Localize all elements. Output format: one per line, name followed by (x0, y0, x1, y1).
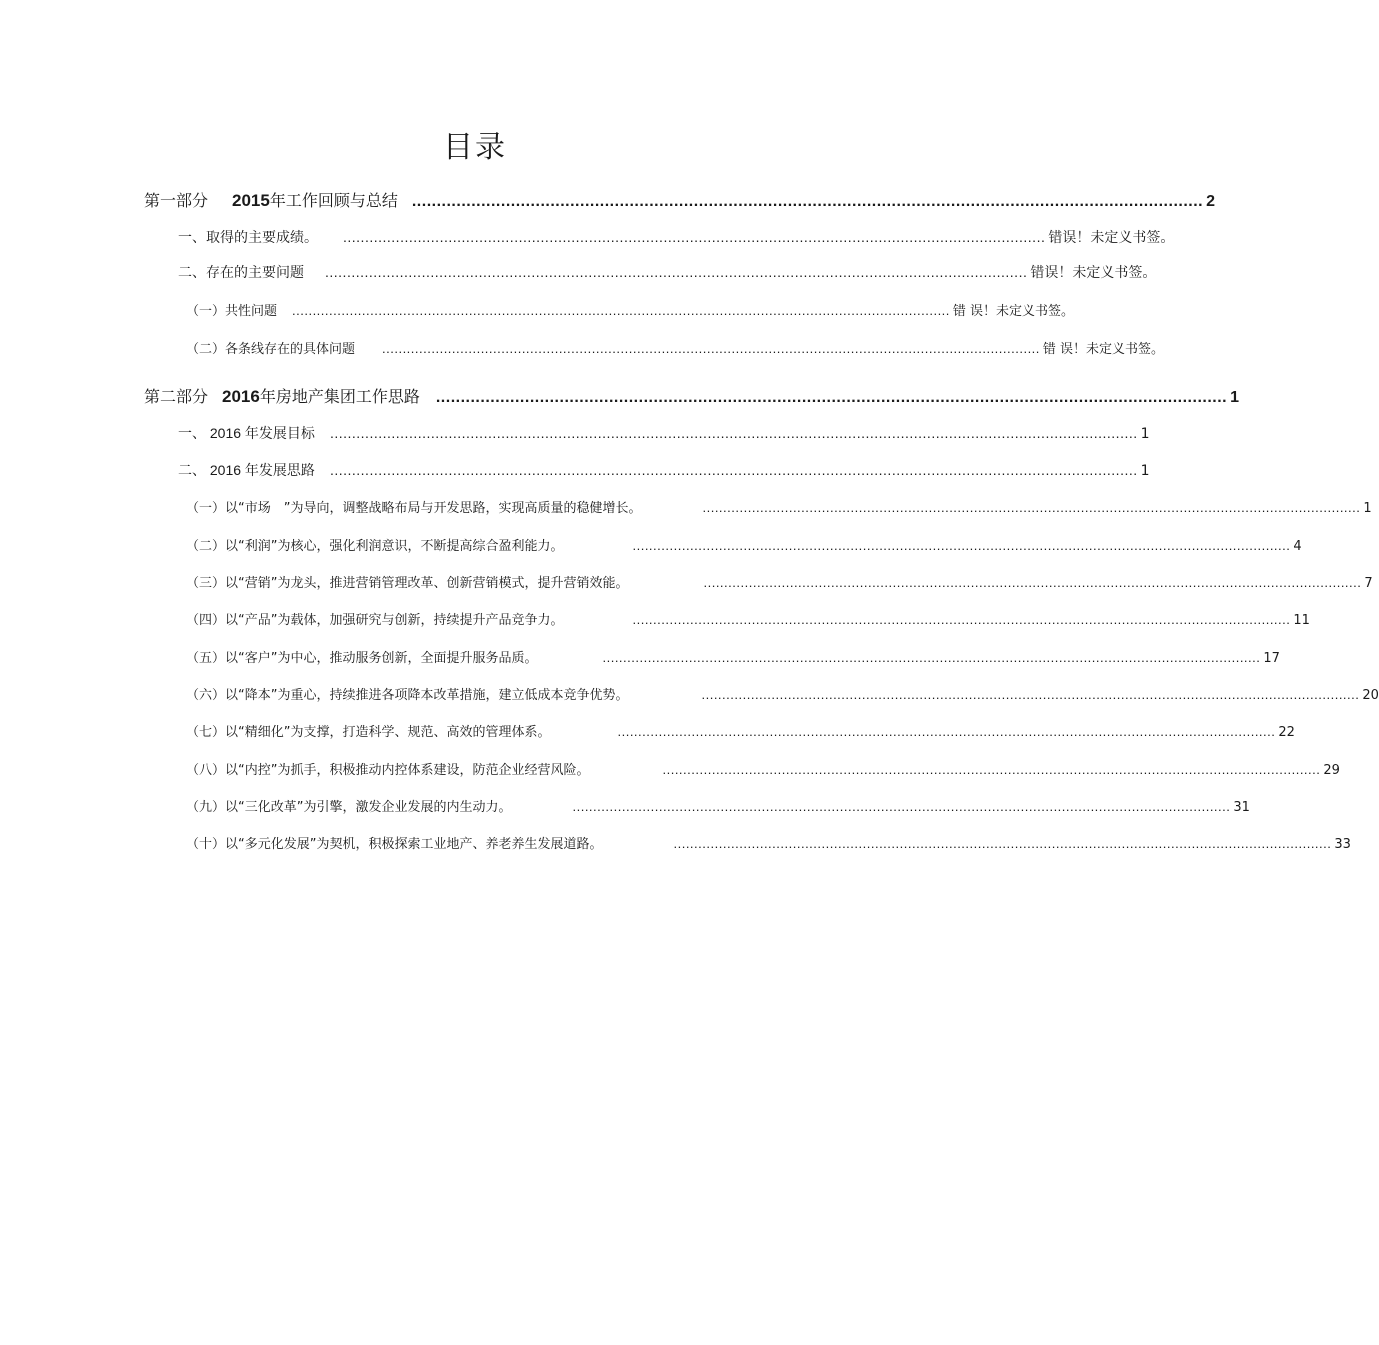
toc-entry[interactable] (186, 497, 1372, 517)
toc-leader-dots: ................................................................................................................................................................ (572, 799, 1231, 814)
toc-entry-label: （六）以“降本”为重心，持续推进各项降本改革措施，建立低成本竞争优势。 (186, 688, 629, 703)
toc-page-number: 11 (1293, 613, 1310, 628)
toc-entry[interactable] (186, 684, 1379, 704)
toc-entry-label: （四）以“产品”为载体，加强研究与创新，持续提升产品竞争力。 (186, 613, 564, 628)
toc-leader-dots: ........................................................................................................................................................................................ (329, 425, 1138, 441)
toc-entry-part1[interactable] (144, 188, 1216, 210)
toc-leader-dots: ................................................................................................................................................................ (702, 500, 1361, 515)
toc-leader-dots: ................................................................................................................................................................ (662, 762, 1321, 777)
toc-entry-label: 一、 2016 年发展目标 (178, 425, 315, 441)
toc-entry-label: （一）以“市场 ”为导向，调整战略布局与开发思路，实现高质量的稳健增长。 (186, 501, 642, 516)
toc-page-number: 33 (1334, 837, 1351, 852)
toc-entry[interactable] (186, 721, 1295, 741)
toc-page-number: 4 (1293, 539, 1302, 554)
toc-entry-label: （九）以“三化改革”为引擎，激发企业发展的内生动力。 (186, 800, 512, 815)
toc-entry[interactable] (186, 833, 1351, 853)
toc-page-number: 1 (1230, 389, 1240, 406)
toc-leader-dots: ................................................................................................................................................................ (325, 264, 1028, 280)
toc-leader-dots: ................................................................................................................................................................ (701, 687, 1360, 702)
toc-entry-label: （三）以“营销”为龙头，推进营销管理改革、创新营销模式，提升营销效能。 (186, 576, 629, 591)
toc-page-number: 1 (1363, 501, 1372, 516)
toc-page-number: 31 (1233, 800, 1250, 815)
toc-entry-label: 第二部分 2016年房地产集团工作思路 (144, 387, 420, 406)
toc-entry[interactable] (186, 338, 1165, 358)
toc-leader-dots: ................................................................................................................................................................ (435, 389, 1228, 406)
toc-entry[interactable] (186, 647, 1280, 667)
toc-entry-label: （七）以“精细化”为支撑，打造科学、规范、高效的管理体系。 (186, 725, 551, 740)
toc-page-number: 22 (1278, 725, 1295, 740)
toc-page-number: 7 (1364, 576, 1373, 591)
toc-leader-dots: ................................................................................................................................................................ (292, 303, 950, 318)
toc-page-number: 错误！未定义书签。 (1048, 230, 1175, 246)
toc-page-number: 29 (1323, 763, 1340, 778)
toc-entry-label: （二）以“利润”为核心，强化利润意识，不断提高综合盈利能力。 (186, 539, 564, 554)
toc-page-number: 错 误！未定义书签。 (1042, 342, 1165, 357)
toc-page-number: 1 (1140, 426, 1150, 442)
toc-page-number: 1 (1140, 463, 1150, 479)
toc-entry-label: 二、存在的主要问题 (178, 265, 304, 281)
toc-entry-label: （八）以“内控”为抓手，积极推动内控体系建设，防范企业经营风险。 (186, 763, 590, 778)
toc-entry[interactable] (186, 300, 1075, 320)
toc-entry-label: （五）以“客户”为中心，推动服务创新，全面提升服务品质。 (186, 651, 538, 666)
toc-entry[interactable] (186, 535, 1302, 555)
toc-leader-dots: ........................................................................................................................................................................................ (329, 462, 1138, 478)
toc-leader-dots: ................................................................................................................................................................ (703, 575, 1362, 590)
toc-page-number: 20 (1362, 688, 1379, 703)
toc-entry[interactable] (178, 227, 1175, 247)
toc-leader-dots: ................................................................................................................................................................ (602, 650, 1261, 665)
toc-leader-dots: ................................................................................................................................................................ (411, 193, 1204, 210)
toc-page-number: 2 (1206, 193, 1216, 210)
toc-leader-dots: ................................................................................................................................................................ (382, 341, 1040, 356)
toc-page-number: 17 (1263, 651, 1280, 666)
toc-entry-label: 第一部分 2015年工作回顾与总结 (144, 191, 398, 210)
toc-entry[interactable] (186, 796, 1250, 816)
toc-leader-dots: ................................................................................................................................................................ (617, 724, 1276, 739)
toc-page-number: 错误！未定义书签。 (1030, 265, 1157, 281)
toc-entry[interactable] (186, 759, 1340, 779)
toc-entry-label: 一、取得的主要成绩。 (178, 230, 318, 246)
toc-entry[interactable] (178, 423, 1150, 443)
toc-page-number: 错 误！未定义书签。 (952, 304, 1075, 319)
toc-entry[interactable] (178, 460, 1150, 480)
toc-entry[interactable] (186, 572, 1373, 592)
toc-title: 目录 (443, 130, 507, 165)
toc-entry-label: 二、 2016 年发展思路 (178, 462, 315, 478)
toc-leader-dots: ................................................................................................................................................................ (343, 229, 1046, 245)
toc-leader-dots: ................................................................................................................................................................ (673, 836, 1332, 851)
toc-entry[interactable] (178, 262, 1157, 282)
toc-entry-label: （一）共性问题 (186, 304, 278, 319)
toc-entry-label: （十）以“多元化发展”为契机，积极探索工业地产、养老养生发展道路。 (186, 837, 603, 852)
toc-leader-dots: ................................................................................................................................................................ (632, 612, 1291, 627)
toc-entry[interactable] (186, 609, 1310, 629)
toc-leader-dots: ................................................................................................................................................................ (632, 538, 1291, 553)
toc-entry-part2[interactable] (144, 384, 1240, 406)
toc-entry-label: （二）各条线存在的具体问题 (186, 342, 356, 357)
